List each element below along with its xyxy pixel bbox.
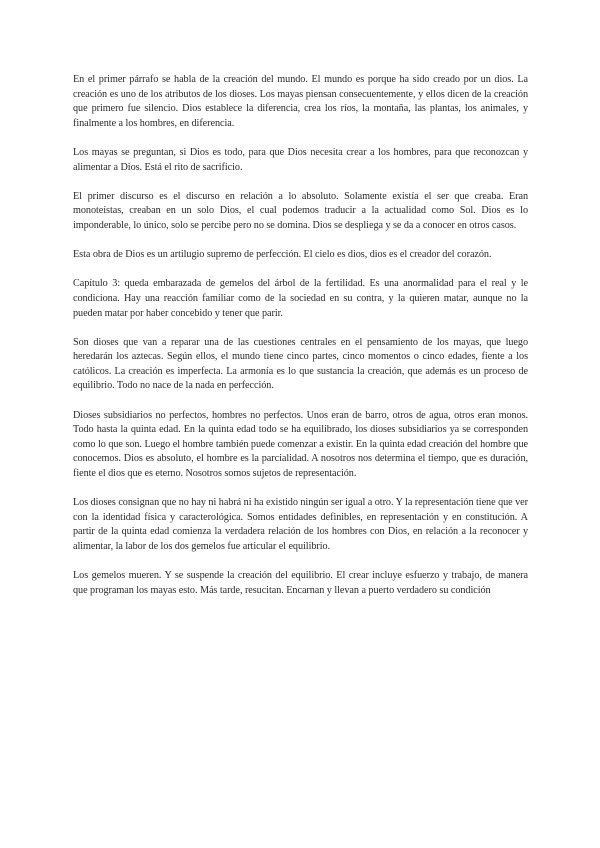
document-body	[73, 73, 528, 613]
paragraph-chapter-3: Capítulo 3: queda embarazada de gemelos del árbol de la fertilidad. Es una anormalidad para el real y le condiciona. Hay una reacción familiar como de la sociedad en su contra, y la quieren matar, aunque no la pueden matar por haber concebido y tener que parir.	[73, 278, 528, 319]
paragraph-gods-consign: Los dioses consignan que no hay ni habrá ni ha existido ningún ser igual a otro. Y la representación tiene que ver con la identidad física y caracterológica. Somos entidades definibles, en representación y en constitución. A partir de la quinta edad comienza la verdadera relación de los hombres con Dios, en relación a la reconocer y alimentar, la labor de los dos gemelos fue articular el equilibrio.	[73, 497, 528, 552]
paragraph-twins-die: Los gemelos mueren. Y se suspende la creación del equilibrio. El crear incluye esfuerzo y trabajo, de manera que programan los mayas esto. Más tarde, resucitan. Encarnan y llevan a puerto verdadero su condición	[73, 570, 528, 596]
paragraph-work-of-god: Esta obra de Dios es un artilugio supremo de perfección. El cielo es dios, dios es el creador del corazón.	[73, 249, 492, 261]
paragraph-mayas-ask: Los mayas se preguntan, si Dios es todo, para que Dios necesita crear a los hombres, para que reconozcan y alimentar a Dios. Está el rito de sacrificio.	[73, 146, 528, 173]
paragraph-creation-of-world: En el primer párrafo se habla de la creación del mundo. El mundo es porque ha sido creado por un dios. La creación es uno de los atributos de los dioses. Los mayas piensan consecuentemente, y ellos dicen de la creación que primero fue silencio. Dios establece la diferencia, crea los ríos, la montaña, las plantas, los animales, y finalmente a los hombres, en diferencia.	[73, 74, 528, 129]
paragraph-first-discourse: El primer discurso es el discurso en relación a lo absoluto. Solamente existía el ser que creaba. Eran monoteístas, creaban en un solo Dios, el cual podemos traducir a la actualidad como Sol. Dios es lo imponderable, lo único, solo se percibe pero no se domina. Dios se despliega y se da a conocer en otros casos.	[73, 190, 528, 231]
paragraph-subsidiary-gods: Dioses subsidiarios no perfectos, hombres no perfectos. Unos eran de barro, otros de agua, otros eran monos. Todo hasta la quinta edad. En la quinta edad todo se ha equilibrado, los dioses subsidiarios ya se corresponden como lo que son. Luego el hombre también puede comenzar a existir. En la quinta edad creación del hombre que conocemos. Dios es absoluto, el hombre es la parcialidad. A nosotros nos determina el tiempo, que es duración, fiente el dios que es eterno. Nosotros somos sujetos de representación.	[73, 409, 528, 480]
paragraph-gods-repair: Son dioses que van a reparar una de las cuestiones centrales en el pensamiento de los mayas, que luego heredarán los aztecas. Según ellos, el mundo tiene cinco partes, cinco momentos o cinco edades, fiente a los católicos. La creación es imperfecta. La armonía es lo que sustancia la creación, que además es un proceso de equilibrio. Todo no nace de la nada en perfección.	[73, 336, 528, 392]
